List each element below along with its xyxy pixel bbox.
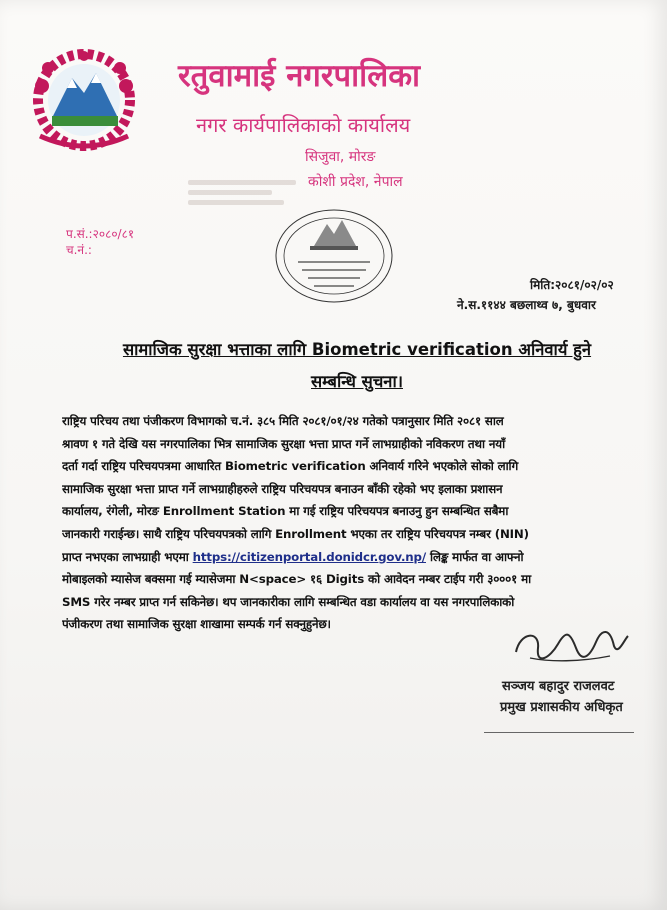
office-seal xyxy=(272,206,397,306)
signatory-post: प्रमुख प्रशासकीय अधिकृत xyxy=(500,700,623,715)
reference-block xyxy=(66,226,134,258)
body-line-with-link xyxy=(62,546,642,569)
body-line: दर्ता गर्दा राष्ट्रिय परिचयपत्रमा आधारित Biometric verification अनिवार्य गरिने भएकोले सोको लागि xyxy=(62,459,519,474)
heading-line-1: सामाजिक सुरक्षा भत्ताका लागि Biometric verification अनिवार्य हुने xyxy=(122,340,592,359)
body-line: जानकारी गराईन्छ। साथै राष्ट्रिय परिचयपत्रको लागि Enrollment भएका तर राष्ट्रिय परिचयपत्र नम्बर (NIN) xyxy=(62,526,529,541)
notice-heading xyxy=(72,338,642,394)
body-line: कार्यालय, रंगेली, मोरङ Enrollment Station मा गई राष्ट्रिय परिचयपत्र बनाउनु हुन सम्बन्धित सबैमा xyxy=(62,504,509,519)
body-line: सामाजिक सुरक्षा भत्ता प्राप्त गर्ने लाभग्राहीहरुले राष्ट्रिय परिचयपत्र बनाउन बाँकी रहेको भए इलाका प्रशासन xyxy=(62,481,503,496)
body-line: मोबाइलको म्यासेज बक्समा गई म्यासेजमा N<space> १६ Digits को आवेदन नम्बर टाईप गरी ३०००१ मा xyxy=(62,572,532,587)
handwritten-signature xyxy=(510,622,632,667)
link-prefix-text: प्राप्त नभएका लाभग्राही भएमा xyxy=(62,549,193,564)
address-line-2: कोशी प्रदेश, नेपाल xyxy=(308,174,403,190)
faded-stamp-impression xyxy=(188,175,308,205)
body-line: राष्ट्रिय परिचय तथा पंजीकरण विभागको च.नं. ३८५ मिति २०८१/०१/२४ गतेको पत्रानुसार मिति २०८१ साल xyxy=(62,414,504,428)
municipality-title: रतुवामाई नगरपालिका xyxy=(178,58,421,94)
reference-number: प.सं.:२०८०/८१ xyxy=(66,227,135,241)
letter-date: मिति:२०८१/०२/०२ xyxy=(530,278,614,292)
office-subtitle: नगर कार्यपालिकाको कार्यालय xyxy=(196,113,411,137)
body-line: पंजीकरण तथा सामाजिक सुरक्षा शाखामा सम्पर्क गर्न सक्नुहुनेछ। xyxy=(62,617,331,632)
dispatch-number: च.नं.: xyxy=(66,243,92,257)
municipality-emblem xyxy=(22,48,146,152)
address-line-1: सिजुवा, मोरङ xyxy=(305,149,376,165)
notice-body xyxy=(62,410,642,636)
link-suffix-text: लिङ्क मार्फत वा आफ्नो xyxy=(426,549,524,564)
signature-divider xyxy=(484,732,634,733)
heading-line-2: सम्बन्धि सुचना। xyxy=(311,372,403,391)
nepal-sambat-date: ने.स.११४४ बछलाथ्व ७, बुधवार xyxy=(457,298,596,312)
body-line: श्रावण १ गते देखि यस नगरपालिका भित्र सामाजिक सुरक्षा भत्ता प्राप्त गर्ने लाभग्राहीको नविकरण तथा नयाँ xyxy=(62,436,506,451)
body-line: SMS गरेर नम्बर प्राप्त गर्न सकिनेछ। थप जानकारीका लागि सम्बन्धित वडा कार्यालय वा यस नगरपालिकाको xyxy=(62,594,515,609)
signatory-name: सञ्जय बहादुर राजलवट xyxy=(502,679,615,694)
citizen-portal-link[interactable]: https://citizenportal.donidcr.gov.np/ xyxy=(192,549,426,564)
